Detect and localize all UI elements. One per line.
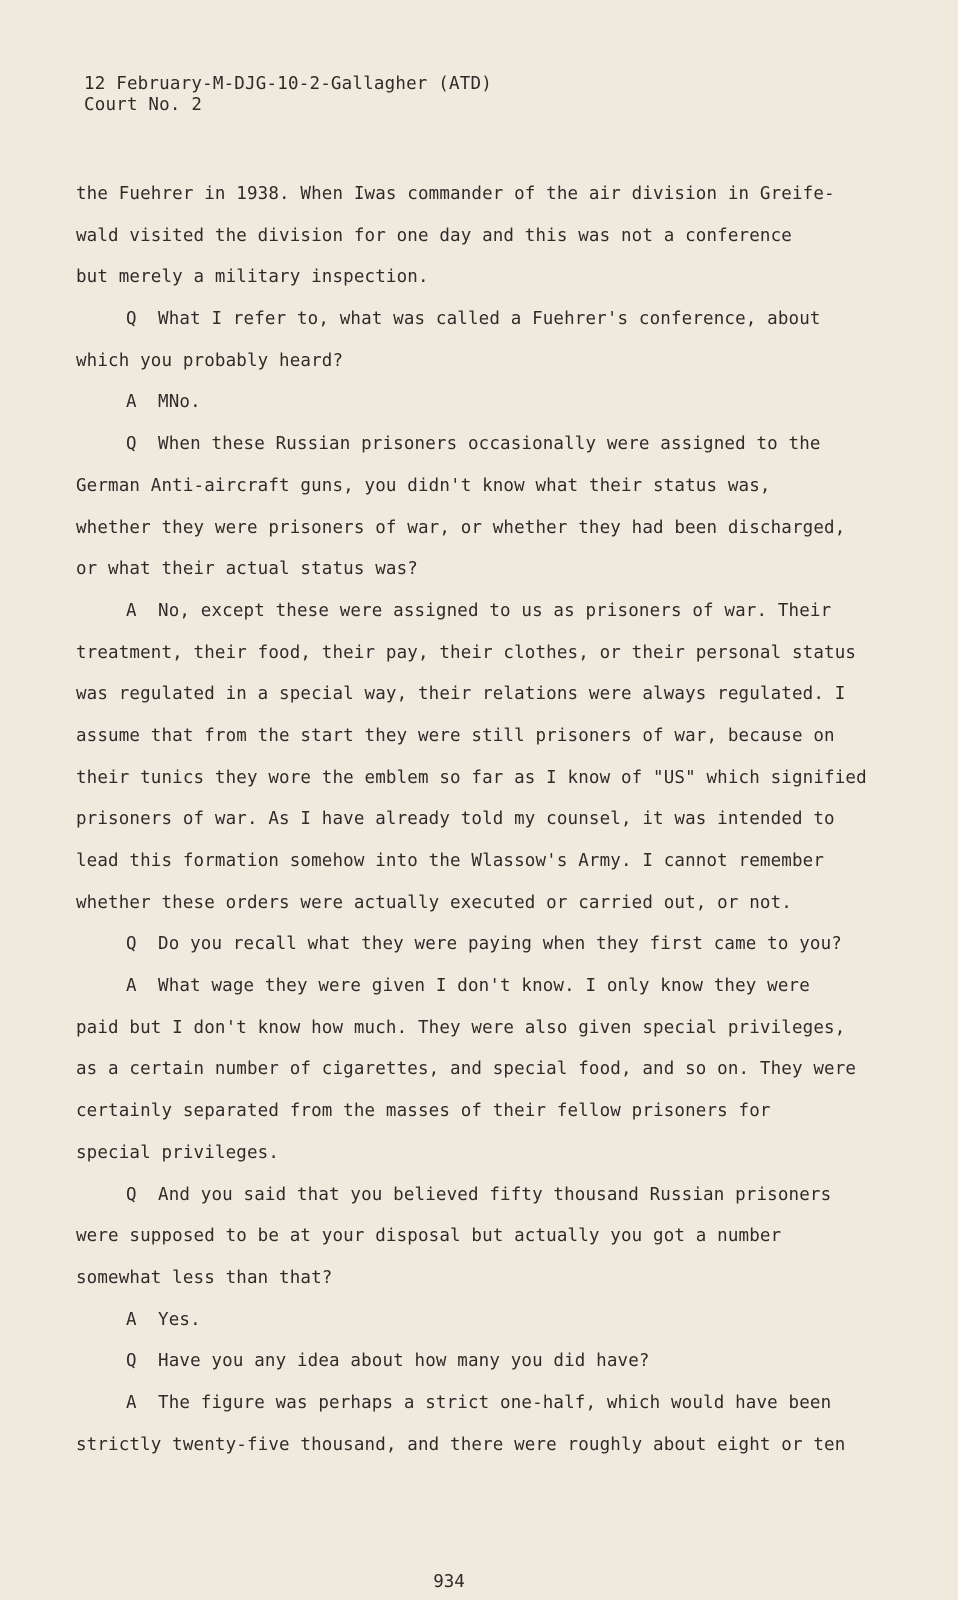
transcript-line: as a certain number of cigarettes, and special food, and so on. They were (76, 1059, 857, 1080)
transcript-line: wald visited the division for one day and this was not a conference (76, 225, 792, 246)
header-court-line: Court No. 2 (84, 95, 203, 115)
transcript-line: prisoners of war. As I have already told my counsel, it was intended to (76, 809, 835, 830)
transcript-line: certainly separated from the masses of their fellow prisoners for (76, 1101, 771, 1122)
transcript-line: German Anti-aircraft guns, you didn't know what their status was, (76, 475, 771, 496)
transcript-line: paid but I don't know how much. They were also given special privileges, (76, 1017, 846, 1038)
transcript-line: special privileges. (76, 1142, 280, 1163)
transcript-line: whether these orders were actually executed or carried out, or not. (76, 892, 792, 913)
transcript-line: Q And you said that you believed fifty thousand Russian prisoners (126, 1184, 832, 1205)
transcript-line: somewhat less than that? (76, 1267, 333, 1288)
transcript-line: but merely a military inspection. (76, 267, 429, 288)
transcript-line: Q When these Russian prisoners occasionally were assigned to the (126, 434, 821, 455)
transcript-line: A What wage they were given I don't know. I only know they were (126, 976, 810, 997)
transcript-line: their tunics they wore the emblem so far as I know of "US" which signified (76, 767, 867, 788)
page-number: 934 (433, 1572, 465, 1592)
transcript-line: or what their actual status was? (76, 559, 418, 580)
document-header (84, 74, 492, 116)
transcript-line: A MNo. (126, 392, 201, 413)
transcript-body (76, 174, 936, 1466)
transcript-line: A No, except these were assigned to us as prisoners of war. Their (126, 600, 832, 621)
transcript-line: A The figure was perhaps a strict one-half, which would have been (126, 1392, 832, 1413)
transcript-line: strictly twenty-five thousand, and there were roughly about eight or ten (76, 1434, 846, 1455)
transcript-line: were supposed to be at your disposal but actually you got a number (76, 1226, 782, 1247)
transcript-line: the Fuehrer in 1938. When Iwas commander of the air division in Greife- (76, 184, 835, 204)
header-reference-line: 12 February-M-DJG-10-2-Gallagher (ATD) (84, 74, 492, 94)
transcript-line: was regulated in a special way, their relations were always regulated. I (76, 684, 846, 705)
transcript-line: assume that from the start they were still prisoners of war, because on (76, 725, 835, 746)
transcript-line: which you probably heard? (76, 350, 344, 371)
transcript-line: Q Do you recall what they were paying when they first came to you? (126, 934, 842, 955)
transcript-line: Q What I refer to, what was called a Fuehrer's conference, about (126, 309, 821, 330)
transcript-line: whether they were prisoners of war, or whether they had been discharged, (76, 517, 846, 538)
transcript-line: treatment, their food, their pay, their clothes, or their personal status (76, 642, 857, 663)
transcript-line: A Yes. (126, 1309, 201, 1330)
transcript-line: Q Have you any idea about how many you did have? (126, 1351, 650, 1372)
transcript-line: lead this formation somehow into the Wlassow's Army. I cannot remember (76, 851, 825, 871)
